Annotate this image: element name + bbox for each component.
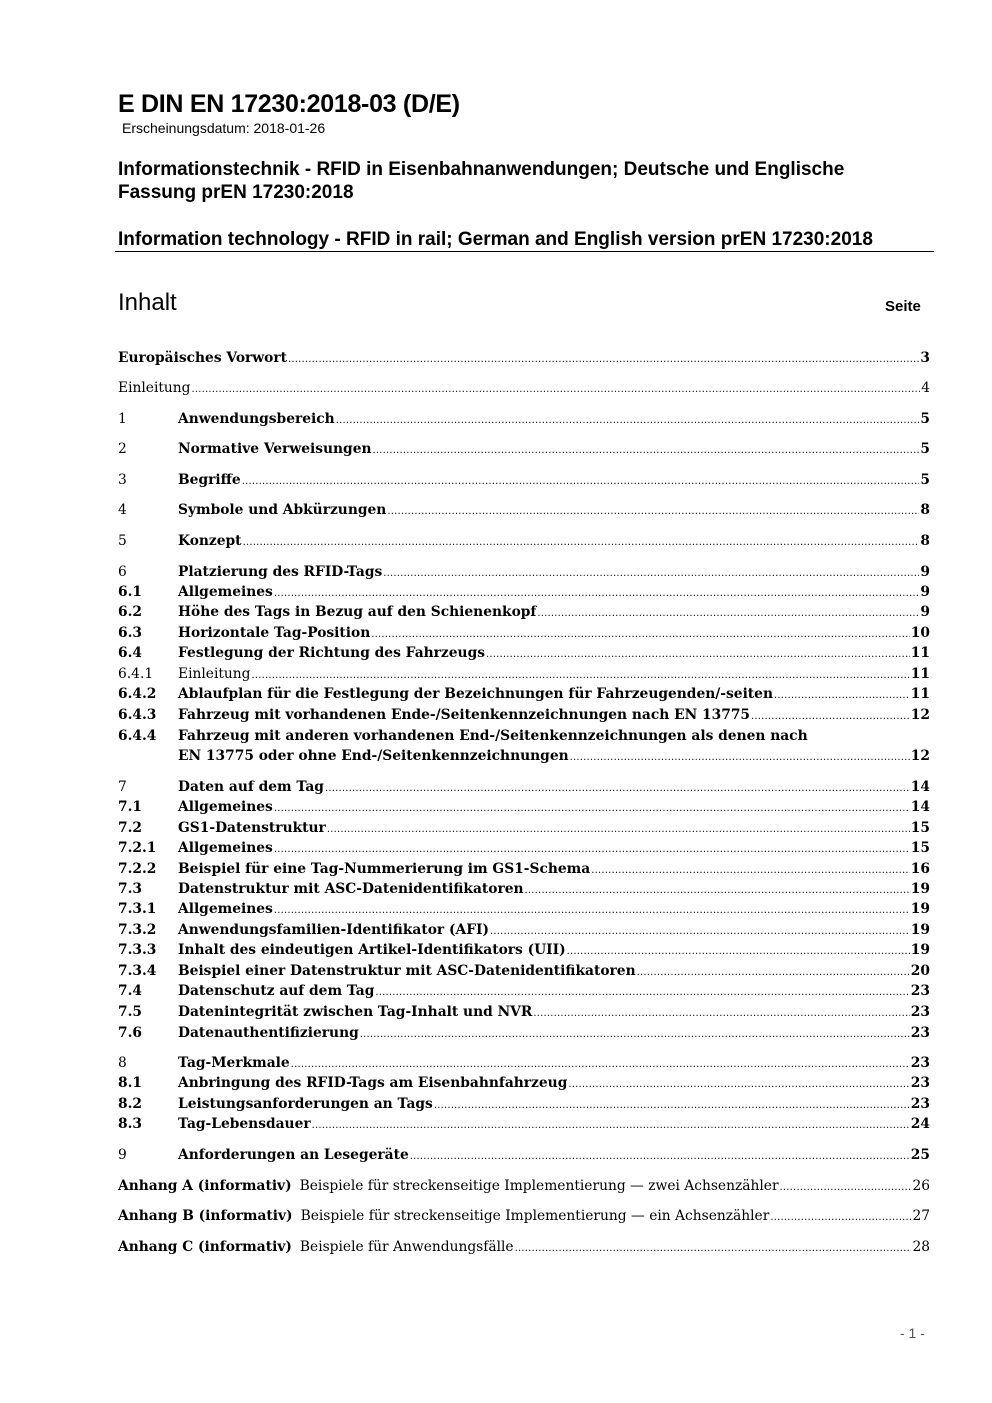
- toc-entry-title: Beispiel einer Datenstruktur mit ASC-Datenidentifikatoren: [178, 963, 636, 979]
- toc-entry-title: Inhalt des eindeutigen Artikel-Identifikators (UII): [178, 942, 566, 958]
- toc-entry[interactable]: [118, 409, 930, 429]
- toc-entry[interactable]: [118, 818, 930, 838]
- toc-entry-page: 11: [910, 666, 930, 682]
- toc-entry-number: 3: [118, 472, 127, 488]
- toc-entry-page: 25: [910, 1147, 930, 1163]
- toc-leader-dots: [490, 920, 910, 942]
- toc-entry-title: Anwendungsfamilien-Identifikator (AFI): [178, 922, 489, 938]
- toc-entry-page: 10: [910, 625, 930, 641]
- toc-leader-dots: [243, 531, 920, 553]
- toc-entry-number: 6.4.1: [118, 666, 154, 682]
- toc-entry-title: Tag-Lebensdauer: [178, 1116, 311, 1132]
- toc-entry-page: 24: [910, 1116, 930, 1132]
- toc-leader-dots: [410, 1145, 910, 1167]
- toc-entry-number: 7.2.1: [118, 840, 157, 856]
- toc-entry-number: 6.3: [118, 625, 143, 641]
- toc-entry[interactable]: [118, 643, 930, 663]
- toc-entry-number: 6.4: [118, 645, 143, 661]
- toc-entry-page: 15: [910, 840, 930, 856]
- toc-entry[interactable]: [118, 920, 930, 940]
- toc-entry-title: Daten auf dem Tag: [178, 779, 324, 795]
- toc-entry[interactable]: [118, 470, 930, 490]
- toc-leader-dots: [274, 838, 910, 860]
- toc-entry-page: 14: [910, 779, 930, 795]
- toc-leader-dots: [373, 439, 920, 461]
- toc-entry-page: 3: [920, 350, 930, 366]
- toc-entry[interactable]: [118, 899, 930, 919]
- toc-entry-title: Anforderungen an Lesegeräte: [178, 1147, 409, 1163]
- toc-entry-title: Ablaufplan für die Festlegung der Bezeichnungen für Fahrzeugenden/-seiten: [178, 686, 773, 702]
- toc-entry[interactable]: [118, 439, 930, 459]
- toc-entry-page: 4: [921, 380, 930, 396]
- toc-leader-dots: [533, 1002, 909, 1024]
- toc-entry[interactable]: [118, 1145, 930, 1165]
- toc-leader-dots: [780, 1176, 912, 1198]
- toc-entry[interactable]: [118, 1002, 930, 1022]
- toc-leader-dots: [591, 859, 910, 881]
- toc-entry-page: 9: [920, 604, 930, 620]
- toc-entry-page: 23: [910, 1025, 930, 1041]
- toc-entry-title: Platzierung des RFID-Tags: [178, 564, 383, 580]
- toc-entry[interactable]: [118, 838, 930, 858]
- toc-entry-title: Tag-Merkmale: [178, 1055, 290, 1071]
- toc-entry-number: 7.1: [118, 799, 143, 815]
- toc-entry-title: Allgemeines: [178, 799, 273, 815]
- toc-entry-page: 23: [910, 1055, 930, 1071]
- toc-entry[interactable]: [118, 684, 930, 704]
- toc-annex-b[interactable]: [118, 1206, 930, 1226]
- toc-entry-number: 7: [118, 779, 127, 795]
- toc-entry[interactable]: [118, 1094, 930, 1114]
- toc-entry-number: 8.2: [118, 1096, 143, 1112]
- toc-leader-dots: [383, 562, 919, 584]
- toc-leader-dots: [515, 1237, 912, 1259]
- toc-entry-title: Beispiel für eine Tag-Nummerierung im GS1-Schema: [178, 861, 591, 877]
- toc-entry-title: Konzept: [178, 533, 242, 549]
- toc-entry-number: 5: [118, 533, 127, 549]
- toc-leader-dots: [274, 899, 910, 921]
- toc-entry[interactable]: [118, 777, 930, 797]
- toc-entry-title: Höhe des Tags in Bezug auf den Schienenkopf: [178, 604, 537, 620]
- toc-entry-page: 19: [910, 901, 930, 917]
- toc-entry-page: 19: [910, 922, 930, 938]
- toc-entry-number: 8.3: [118, 1116, 143, 1132]
- toc-entry-page: 20: [910, 963, 930, 979]
- toc-entry-title: Normative Verweisungen: [178, 441, 372, 457]
- annex-label: Anhang C (informativ): [118, 1239, 292, 1255]
- toc-leader-dots: [434, 1094, 910, 1116]
- toc-entry-title: Anwendungsbereich: [178, 411, 335, 427]
- toc-leader-dots: [371, 623, 910, 645]
- toc-entry[interactable]: [118, 705, 930, 725]
- toc-entry-number: 8.1: [118, 1075, 143, 1091]
- toc-leader-dots: [291, 1053, 910, 1075]
- toc-leader-dots: [360, 1023, 910, 1045]
- toc-entry-title: Fahrzeug mit anderen vorhandenen End-/Seitenkennzeichnungen als denen nach: [178, 728, 808, 744]
- toc-entry-number: 7.2: [118, 820, 143, 836]
- toc-entry-introduction[interactable]: [118, 378, 930, 398]
- toc-entry-number: 7.5: [118, 1004, 143, 1020]
- toc-entry[interactable]: [118, 500, 930, 520]
- annex-label: Anhang A (informativ): [118, 1178, 292, 1194]
- toc-entry-title: Datenauthentifizierung: [178, 1025, 359, 1041]
- toc-entry-page: 23: [910, 1096, 930, 1112]
- toc-entry-number: 7.2.2: [118, 861, 157, 877]
- toc-leader-dots: [288, 348, 919, 370]
- toc-entry-title: Fahrzeug mit vorhandenen Ende-/Seitenkennzeichnungen nach EN 13775: [178, 707, 751, 723]
- toc-entry-title: Einleitung: [178, 666, 251, 682]
- toc-entry-page: 19: [910, 942, 930, 958]
- toc-entry-page: 12: [910, 748, 930, 764]
- document-id: E DIN EN 17230:2018-03 (D/E): [118, 90, 460, 118]
- toc-leader-dots: [274, 582, 920, 604]
- toc-entry-page: 5: [920, 441, 930, 457]
- header-divider: [115, 251, 934, 252]
- toc-entry[interactable]: [118, 582, 930, 602]
- toc-entry[interactable]: [118, 940, 930, 960]
- toc-entry[interactable]: [118, 602, 930, 622]
- toc-leader-dots: [486, 643, 910, 665]
- toc-entry-title: Festlegung der Richtung des Fahrzeugs: [178, 645, 485, 661]
- toc-entry-number: 7.4: [118, 983, 143, 999]
- toc-annex-c[interactable]: [118, 1237, 930, 1257]
- toc-entry-multiline[interactable]: [118, 726, 930, 746]
- toc-entry-page: 23: [910, 1004, 930, 1020]
- title-english: Information technology - RFID in rail; German and English version prEN 17230:2018: [118, 229, 873, 250]
- toc-entry-page: 5: [920, 411, 930, 427]
- toc-leader-dots: [336, 409, 920, 431]
- toc-entry-number: 1: [118, 411, 127, 427]
- toc-leader-dots: [537, 602, 919, 624]
- toc-leader-dots: [327, 818, 910, 840]
- toc-entry[interactable]: [118, 859, 930, 879]
- toc-entry-page: 16: [910, 861, 930, 877]
- title-german-line-1: Informationstechnik - RFID in Eisenbahnanwendungen; Deutsche und Englische: [118, 159, 845, 180]
- toc-entry-page: 5: [920, 472, 930, 488]
- toc-leader-dots: [774, 684, 910, 706]
- toc-leader-dots: [751, 705, 910, 727]
- toc-entry-page: 12: [910, 707, 930, 723]
- toc-entry[interactable]: [118, 1053, 930, 1073]
- toc-leader-dots: [252, 664, 910, 686]
- toc-leader-dots: [274, 797, 910, 819]
- publication-date: Erscheinungsdatum: 2018-01-26: [122, 120, 326, 136]
- toc-entry-page: 11: [910, 645, 930, 661]
- toc-entry[interactable]: [118, 531, 930, 551]
- toc-entry[interactable]: [118, 562, 930, 582]
- toc-leader-dots: [375, 981, 909, 1003]
- toc-entry-title: Symbole und Abkürzungen: [178, 502, 387, 518]
- toc-entry-number: 2: [118, 441, 127, 457]
- toc-entry-title: Beispiele für Anwendungsfälle: [299, 1239, 514, 1255]
- toc-entry-page: 9: [920, 564, 930, 580]
- toc-entry-number: 7.6: [118, 1025, 143, 1041]
- toc-entry-number: 4: [118, 502, 127, 518]
- toc-leader-dots: [770, 1206, 911, 1228]
- toc-leader-dots: [312, 1114, 910, 1136]
- toc-entry[interactable]: [118, 1073, 930, 1093]
- toc-leader-dots: [570, 746, 910, 768]
- toc-entry-page: 23: [910, 1075, 930, 1091]
- toc-entry-title: Leistungsanforderungen an Tags: [178, 1096, 433, 1112]
- toc-entry-title: Datenschutz auf dem Tag: [178, 983, 375, 999]
- toc-entry-title: Horizontale Tag-Position: [178, 625, 371, 641]
- toc-entry-page: 15: [910, 820, 930, 836]
- toc-leader-dots: [525, 879, 910, 901]
- toc-entry-page: 27: [912, 1208, 930, 1224]
- toc-page-column-label: Seite: [885, 298, 921, 315]
- toc-entry-number: 6.4.3: [118, 707, 157, 723]
- toc-entry-number: 6.1: [118, 584, 143, 600]
- toc-entry-number: 7.3.3: [118, 942, 157, 958]
- toc-entry-number: 6.2: [118, 604, 143, 620]
- toc-entry-page: 19: [910, 881, 930, 897]
- toc-entry-number: 6.4.4: [118, 728, 157, 744]
- toc-entry-title: Beispiele für streckenseitige Implementierung — ein Achsenzähler: [300, 1208, 770, 1224]
- toc-entry-number: 7.3.4: [118, 963, 157, 979]
- toc-leader-dots: [567, 940, 910, 962]
- toc-entry-title: Datenintegrität zwischen Tag-Inhalt und NVR: [178, 1004, 533, 1020]
- toc-entry-number: 6.4.2: [118, 686, 157, 702]
- toc-entry-title: Einleitung: [118, 380, 191, 396]
- toc-entry-title: Anbringung des RFID-Tags am Eisenbahnfahrzeug: [178, 1075, 568, 1091]
- toc-entry-page: 8: [920, 533, 930, 549]
- toc-entry-number: 8: [118, 1055, 127, 1071]
- annex-label: Anhang B (informativ): [118, 1208, 293, 1224]
- title-german-line-2: Fassung prEN 17230:2018: [118, 182, 354, 203]
- toc-entry-title: Begriffe: [178, 472, 241, 488]
- toc-leader-dots: [387, 500, 919, 522]
- footer-page-number: - 1 -: [900, 1325, 925, 1341]
- toc-entry-page: 26: [912, 1178, 930, 1194]
- toc-entry-page: 28: [912, 1239, 930, 1255]
- toc-entry-title: Beispiele für streckenseitige Implementierung — zwei Achsenzähler: [299, 1178, 779, 1194]
- toc-leader-dots: [242, 470, 920, 492]
- toc-entry-page: 8: [920, 502, 930, 518]
- toc-entry-title: GS1-Datenstruktur: [178, 820, 326, 836]
- toc-entry-title: Datenstruktur mit ASC-Datenidentifikatoren: [178, 881, 524, 897]
- toc-entry-number: 6: [118, 564, 127, 580]
- toc-entry-title: Europäisches Vorwort: [118, 350, 288, 366]
- toc-leader-dots: [568, 1073, 909, 1095]
- toc-entry[interactable]: [118, 664, 930, 684]
- toc-entry-number: 7.3: [118, 881, 143, 897]
- toc-leader-dots: [325, 777, 910, 799]
- toc-entry-page: 14: [910, 799, 930, 815]
- toc-entry-title: Allgemeines: [178, 840, 273, 856]
- toc-entry-title: Allgemeines: [178, 584, 273, 600]
- toc-entry[interactable]: [118, 879, 930, 899]
- toc-entry[interactable]: [118, 981, 930, 1001]
- toc-entry-page: 9: [920, 584, 930, 600]
- toc-entry[interactable]: [118, 1023, 930, 1043]
- toc-entry[interactable]: [118, 797, 930, 817]
- toc-entry-title-continued: EN 13775 oder ohne End-/Seitenkennzeichnungen: [178, 748, 569, 764]
- toc-leader-dots: [192, 378, 921, 400]
- toc-entry[interactable]: [118, 1114, 930, 1134]
- toc-entry-number: 7.3.1: [118, 901, 157, 917]
- toc-entry-continuation[interactable]: [178, 746, 930, 766]
- toc-entry-page: 23: [910, 983, 930, 999]
- toc-annex-a[interactable]: [118, 1176, 930, 1196]
- toc-entry-page: 11: [910, 686, 930, 702]
- toc-entry-number: 7.3.2: [118, 922, 157, 938]
- toc-entry-number: 9: [118, 1147, 127, 1163]
- toc-entry[interactable]: [118, 961, 930, 981]
- toc-entry[interactable]: [118, 623, 930, 643]
- toc-entry-foreword[interactable]: [118, 348, 930, 368]
- toc-entry-title: Allgemeines: [178, 901, 273, 917]
- toc-heading: Inhalt: [118, 289, 177, 316]
- toc-leader-dots: [637, 961, 910, 983]
